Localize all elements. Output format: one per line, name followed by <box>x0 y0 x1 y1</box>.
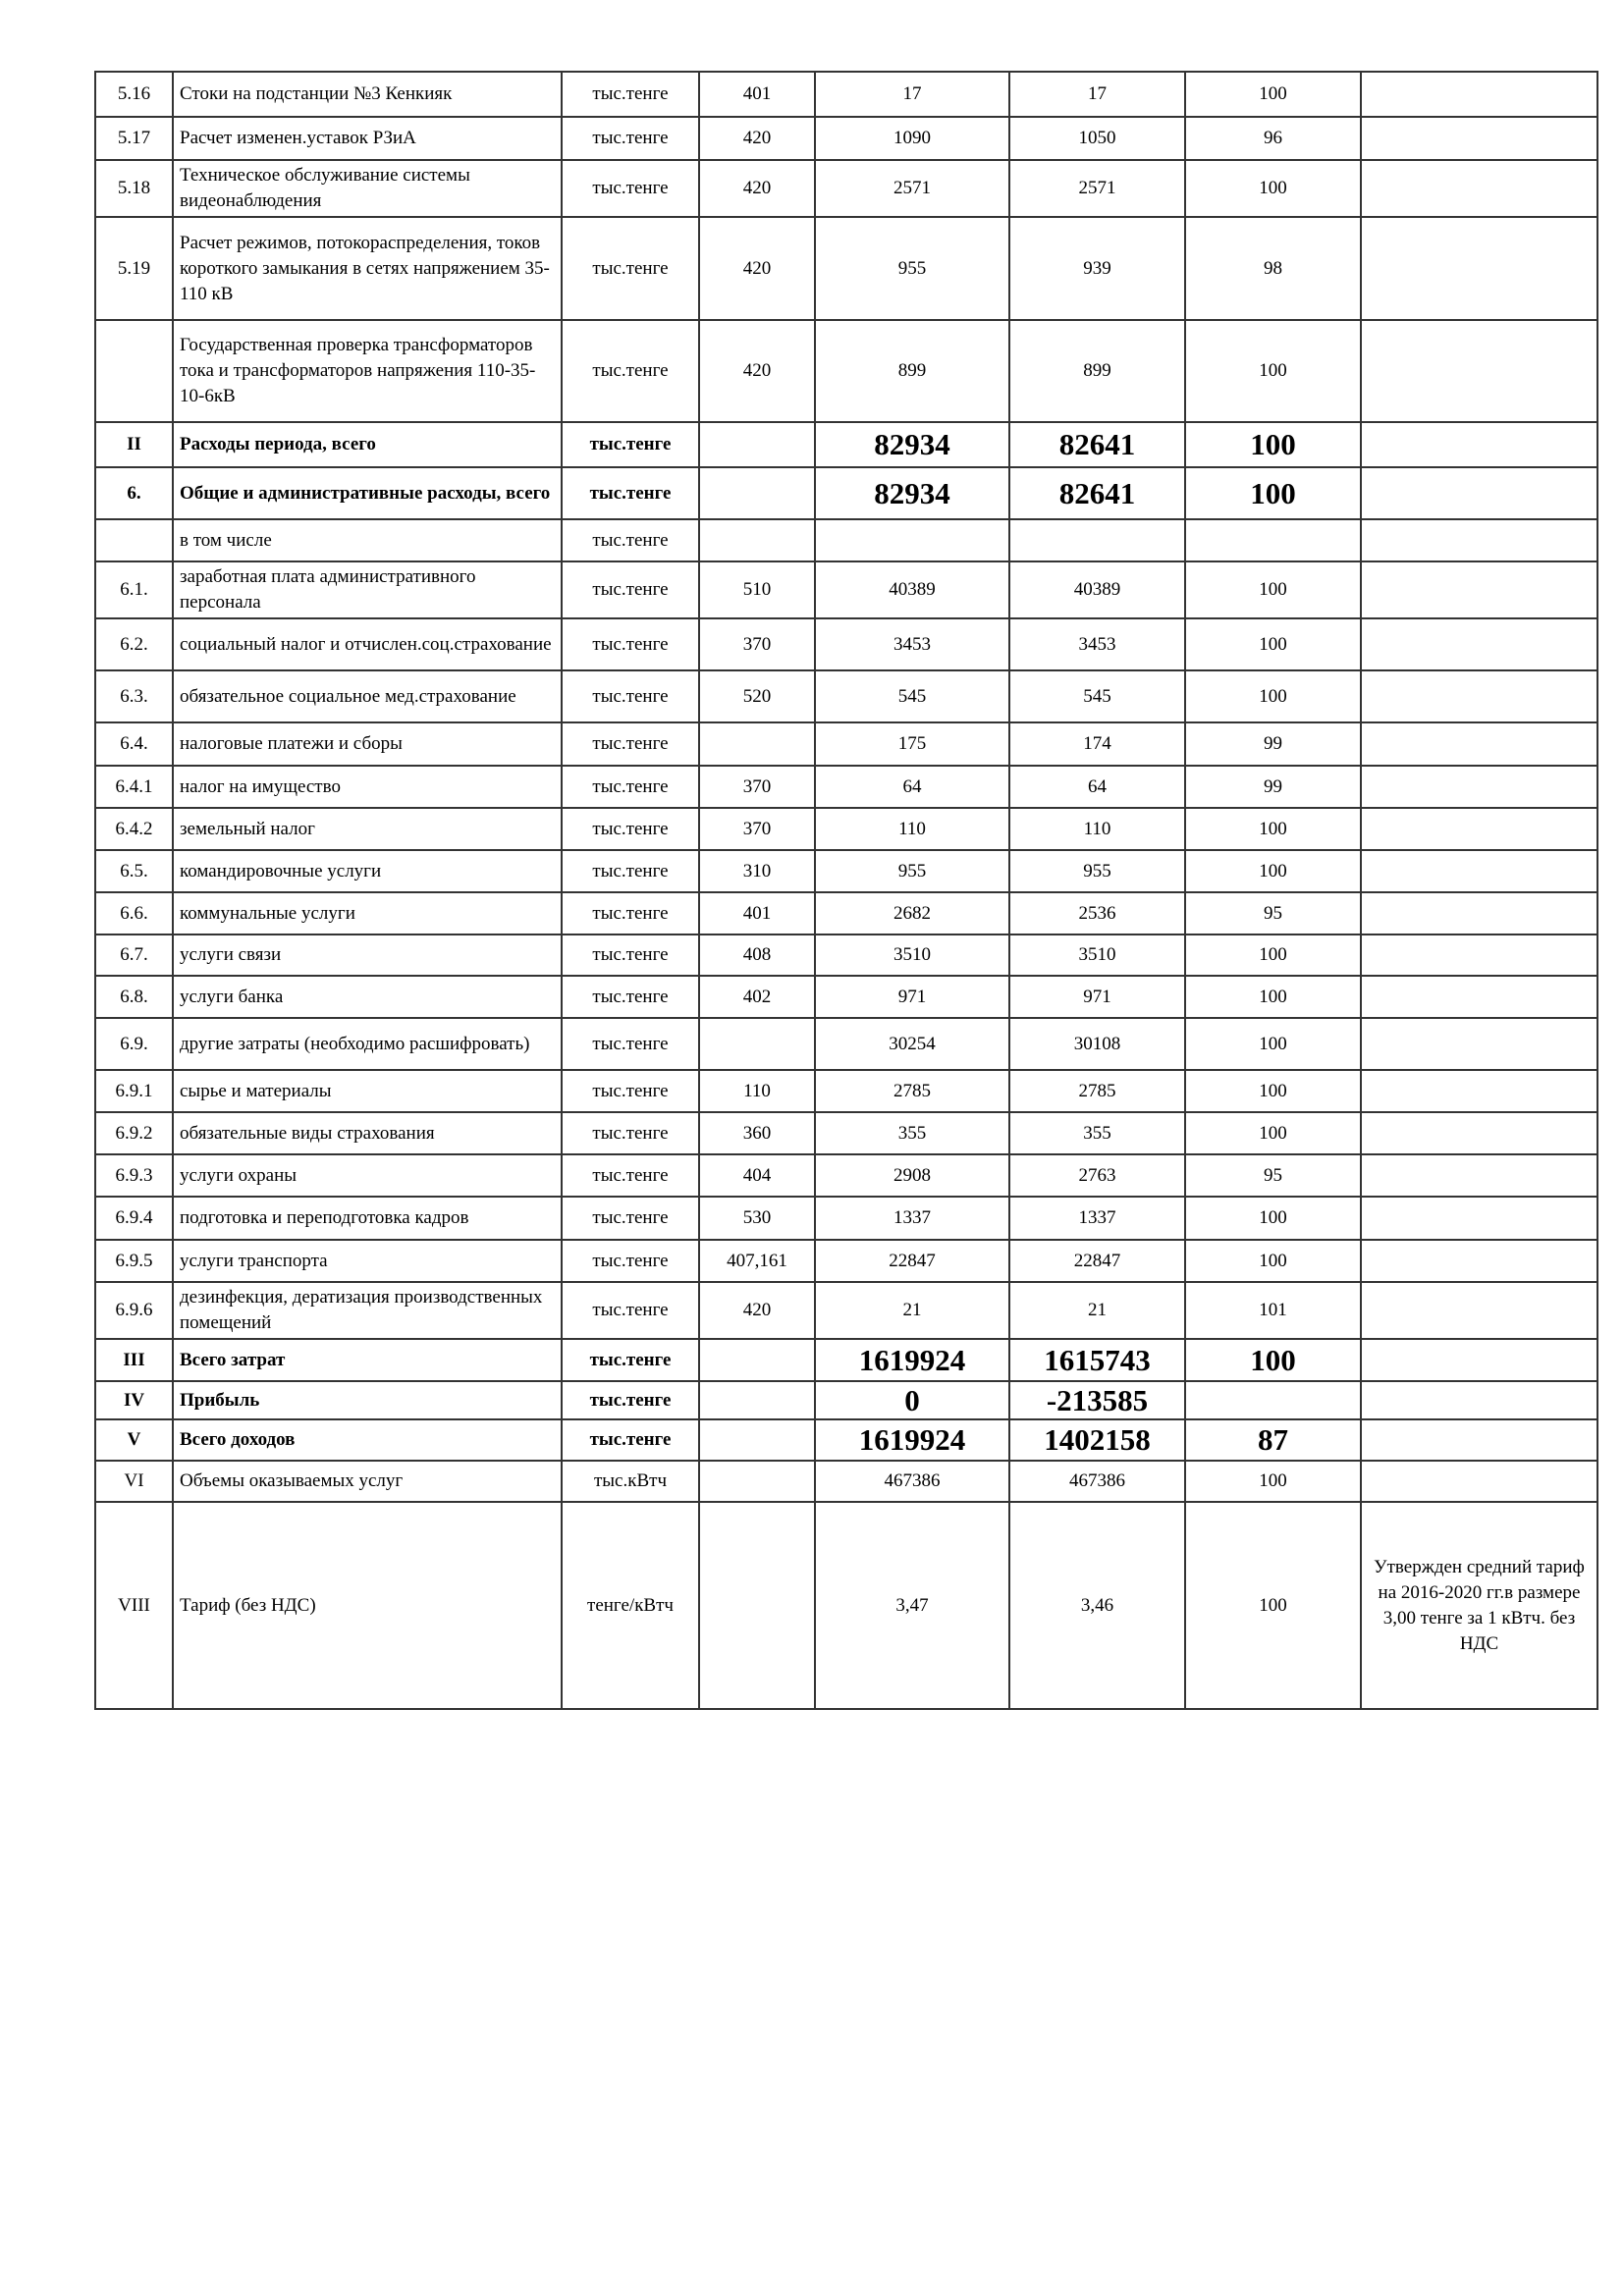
row-name: Расходы периода, всего <box>173 422 562 467</box>
row-percent: 100 <box>1185 1197 1361 1240</box>
table-row <box>95 1018 1597 1070</box>
row-code: 6.9.6 <box>95 1282 173 1339</box>
row-account: 404 <box>699 1154 815 1197</box>
table-row <box>95 422 1597 467</box>
cost-table <box>94 71 1598 1710</box>
row-account <box>699 1461 815 1502</box>
table-row <box>95 1070 1597 1112</box>
row-name: социальный налог и отчислен.соц.страхование <box>173 618 562 670</box>
row-unit: тыс.тенге <box>562 117 699 160</box>
row-fact-value: 64 <box>1009 766 1185 808</box>
row-plan-value: 30254 <box>815 1018 1009 1070</box>
table-row <box>95 561 1597 618</box>
row-account <box>699 1381 815 1419</box>
row-percent: 99 <box>1185 766 1361 808</box>
row-fact-value: 955 <box>1009 850 1185 892</box>
row-unit: тыс.тенге <box>562 217 699 320</box>
row-note <box>1361 1197 1597 1240</box>
row-percent: 101 <box>1185 1282 1361 1339</box>
row-name: Техническое обслуживание системы видеонаблюдения <box>173 160 562 217</box>
table-row <box>95 934 1597 976</box>
row-code: 6.6. <box>95 892 173 934</box>
row-code: 6.5. <box>95 850 173 892</box>
row-name: Расчет режимов, потокораспределения, токов короткого замыкания в сетях напряжением 35-110 кВ <box>173 217 562 320</box>
row-note <box>1361 72 1597 117</box>
row-code: III <box>95 1339 173 1381</box>
row-percent: 95 <box>1185 1154 1361 1197</box>
table-row <box>95 1154 1597 1197</box>
row-unit: тыс.тенге <box>562 1240 699 1282</box>
row-code: 6.1. <box>95 561 173 618</box>
row-fact-value: 21 <box>1009 1282 1185 1339</box>
row-note <box>1361 766 1597 808</box>
row-name: обязательные виды страхования <box>173 1112 562 1154</box>
row-note <box>1361 934 1597 976</box>
row-note <box>1361 722 1597 766</box>
row-name: налог на имущество <box>173 766 562 808</box>
row-plan-value: 110 <box>815 808 1009 850</box>
row-unit: тыс.тенге <box>562 519 699 561</box>
row-percent: 100 <box>1185 1018 1361 1070</box>
row-note <box>1361 1018 1597 1070</box>
row-account: 420 <box>699 1282 815 1339</box>
row-account: 420 <box>699 217 815 320</box>
row-note <box>1361 1339 1597 1381</box>
row-unit: тыс.тенге <box>562 1154 699 1197</box>
row-code: 6.9.2 <box>95 1112 173 1154</box>
row-unit: тыс.тенге <box>562 808 699 850</box>
row-fact-value <box>1009 519 1185 561</box>
row-percent: 100 <box>1185 1240 1361 1282</box>
row-account <box>699 1419 815 1461</box>
row-account: 360 <box>699 1112 815 1154</box>
row-percent: 100 <box>1185 976 1361 1018</box>
table-row <box>95 722 1597 766</box>
row-code: IV <box>95 1381 173 1419</box>
row-fact-value: 355 <box>1009 1112 1185 1154</box>
row-plan-value: 2682 <box>815 892 1009 934</box>
row-plan-value: 0 <box>815 1381 1009 1419</box>
row-note <box>1361 519 1597 561</box>
row-unit: тыс.тенге <box>562 1070 699 1112</box>
row-plan-value: 64 <box>815 766 1009 808</box>
row-fact-value: 17 <box>1009 72 1185 117</box>
row-code: 5.17 <box>95 117 173 160</box>
row-plan-value: 899 <box>815 320 1009 422</box>
row-name: Прибыль <box>173 1381 562 1419</box>
row-unit: тыс.тенге <box>562 1018 699 1070</box>
row-plan-value: 1619924 <box>815 1339 1009 1381</box>
row-fact-value: 1050 <box>1009 117 1185 160</box>
row-note <box>1361 320 1597 422</box>
row-plan-value: 955 <box>815 850 1009 892</box>
row-unit: тыс.тенге <box>562 1381 699 1419</box>
table-row <box>95 1112 1597 1154</box>
row-account <box>699 1018 815 1070</box>
row-unit: тыс.тенге <box>562 934 699 976</box>
row-note <box>1361 422 1597 467</box>
row-unit: тыс.тенге <box>562 722 699 766</box>
row-plan-value: 17 <box>815 72 1009 117</box>
row-unit: тыс.тенге <box>562 618 699 670</box>
row-percent: 100 <box>1185 1070 1361 1112</box>
row-percent: 100 <box>1185 72 1361 117</box>
row-note <box>1361 1240 1597 1282</box>
row-fact-value: 545 <box>1009 670 1185 722</box>
table-row <box>95 892 1597 934</box>
row-plan-value: 82934 <box>815 422 1009 467</box>
row-fact-value: 22847 <box>1009 1240 1185 1282</box>
row-unit: тыс.тенге <box>562 160 699 217</box>
row-unit: тенге/кВтч <box>562 1502 699 1709</box>
row-note <box>1361 1154 1597 1197</box>
row-unit: тыс.тенге <box>562 1282 699 1339</box>
row-unit: тыс.тенге <box>562 1419 699 1461</box>
row-fact-value: 939 <box>1009 217 1185 320</box>
row-fact-value: 1402158 <box>1009 1419 1185 1461</box>
row-fact-value: 971 <box>1009 976 1185 1018</box>
row-code: 6.9.3 <box>95 1154 173 1197</box>
row-percent: 98 <box>1185 217 1361 320</box>
row-unit: тыс.тенге <box>562 850 699 892</box>
row-name: Объемы оказываемых услуг <box>173 1461 562 1502</box>
table-row <box>95 1419 1597 1461</box>
row-code: 6.9.5 <box>95 1240 173 1282</box>
table-body <box>95 72 1597 1709</box>
row-plan-value: 40389 <box>815 561 1009 618</box>
table-row <box>95 1197 1597 1240</box>
row-unit: тыс.тенге <box>562 467 699 519</box>
row-percent: 100 <box>1185 670 1361 722</box>
row-account: 110 <box>699 1070 815 1112</box>
row-fact-value: 1615743 <box>1009 1339 1185 1381</box>
row-plan-value: 1090 <box>815 117 1009 160</box>
row-fact-value: 110 <box>1009 808 1185 850</box>
table-row <box>95 850 1597 892</box>
row-name: обязательное социальное мед.страхование <box>173 670 562 722</box>
row-unit: тыс.тенге <box>562 670 699 722</box>
row-fact-value: -213585 <box>1009 1381 1185 1419</box>
row-percent: 100 <box>1185 1461 1361 1502</box>
row-name: заработная плата административного персонала <box>173 561 562 618</box>
row-plan-value: 1619924 <box>815 1419 1009 1461</box>
row-note <box>1361 1070 1597 1112</box>
row-name: дезинфекция, дератизация производственных помещений <box>173 1282 562 1339</box>
row-account <box>699 722 815 766</box>
row-unit: тыс.кВтч <box>562 1461 699 1502</box>
row-plan-value: 971 <box>815 976 1009 1018</box>
row-percent: 100 <box>1185 160 1361 217</box>
row-note <box>1361 850 1597 892</box>
row-name: услуги охраны <box>173 1154 562 1197</box>
row-note <box>1361 1461 1597 1502</box>
row-account: 520 <box>699 670 815 722</box>
row-name: Общие и административные расходы, всего <box>173 467 562 519</box>
row-fact-value: 1337 <box>1009 1197 1185 1240</box>
table-row <box>95 72 1597 117</box>
table-row <box>95 670 1597 722</box>
row-percent: 95 <box>1185 892 1361 934</box>
row-note: Утвержден средний тариф на 2016-2020 гг.в размере 3,00 тенге за 1 кВтч. без НДС <box>1361 1502 1597 1709</box>
row-code: 6. <box>95 467 173 519</box>
row-code: 5.18 <box>95 160 173 217</box>
row-account: 401 <box>699 892 815 934</box>
row-percent: 100 <box>1185 618 1361 670</box>
table-row <box>95 519 1597 561</box>
row-code: VI <box>95 1461 173 1502</box>
row-code: VIII <box>95 1502 173 1709</box>
row-account <box>699 1339 815 1381</box>
row-unit: тыс.тенге <box>562 766 699 808</box>
row-account: 370 <box>699 766 815 808</box>
row-name: сырье и материалы <box>173 1070 562 1112</box>
row-note <box>1361 618 1597 670</box>
row-unit: тыс.тенге <box>562 976 699 1018</box>
table-row <box>95 1339 1597 1381</box>
row-fact-value: 2571 <box>1009 160 1185 217</box>
row-plan-value: 2785 <box>815 1070 1009 1112</box>
row-percent: 100 <box>1185 467 1361 519</box>
row-plan-value: 3,47 <box>815 1502 1009 1709</box>
row-fact-value: 467386 <box>1009 1461 1185 1502</box>
row-percent: 87 <box>1185 1419 1361 1461</box>
table-row <box>95 1240 1597 1282</box>
row-code <box>95 519 173 561</box>
table-row <box>95 618 1597 670</box>
row-account: 420 <box>699 117 815 160</box>
row-percent: 100 <box>1185 1502 1361 1709</box>
row-account <box>699 1502 815 1709</box>
row-account: 370 <box>699 618 815 670</box>
row-percent <box>1185 1381 1361 1419</box>
row-name: другие затраты (необходимо расшифровать) <box>173 1018 562 1070</box>
row-fact-value: 82641 <box>1009 467 1185 519</box>
row-fact-value: 899 <box>1009 320 1185 422</box>
row-name: командировочные услуги <box>173 850 562 892</box>
row-note <box>1361 1282 1597 1339</box>
row-code: 6.3. <box>95 670 173 722</box>
row-fact-value: 82641 <box>1009 422 1185 467</box>
row-note <box>1361 808 1597 850</box>
row-name: Тариф (без НДС) <box>173 1502 562 1709</box>
row-unit: тыс.тенге <box>562 1197 699 1240</box>
row-fact-value: 2536 <box>1009 892 1185 934</box>
row-percent: 100 <box>1185 850 1361 892</box>
row-account: 420 <box>699 160 815 217</box>
table-row <box>95 1502 1597 1709</box>
row-unit: тыс.тенге <box>562 561 699 618</box>
row-percent <box>1185 519 1361 561</box>
row-percent: 96 <box>1185 117 1361 160</box>
table-row <box>95 217 1597 320</box>
table-row <box>95 1282 1597 1339</box>
row-account: 310 <box>699 850 815 892</box>
row-plan-value: 2908 <box>815 1154 1009 1197</box>
row-unit: тыс.тенге <box>562 1339 699 1381</box>
row-name: Стоки на подстанции №3 Кенкияк <box>173 72 562 117</box>
row-account: 402 <box>699 976 815 1018</box>
row-percent: 100 <box>1185 422 1361 467</box>
row-note <box>1361 892 1597 934</box>
row-plan-value: 3453 <box>815 618 1009 670</box>
row-plan-value: 955 <box>815 217 1009 320</box>
row-plan-value: 2571 <box>815 160 1009 217</box>
row-name: Всего доходов <box>173 1419 562 1461</box>
row-code <box>95 320 173 422</box>
row-account: 530 <box>699 1197 815 1240</box>
row-plan-value: 467386 <box>815 1461 1009 1502</box>
table-row <box>95 160 1597 217</box>
row-code: 6.4.2 <box>95 808 173 850</box>
row-name: Всего затрат <box>173 1339 562 1381</box>
row-code: 6.9. <box>95 1018 173 1070</box>
row-note <box>1361 976 1597 1018</box>
row-note <box>1361 1381 1597 1419</box>
row-name: коммунальные услуги <box>173 892 562 934</box>
row-code: 5.16 <box>95 72 173 117</box>
row-name: Государственная проверка трансформаторов тока и трансформаторов напряжения 110-35-10-6кВ <box>173 320 562 422</box>
row-account: 370 <box>699 808 815 850</box>
row-fact-value: 30108 <box>1009 1018 1185 1070</box>
row-plan-value <box>815 519 1009 561</box>
row-percent: 100 <box>1185 561 1361 618</box>
row-percent: 99 <box>1185 722 1361 766</box>
row-name: земельный налог <box>173 808 562 850</box>
row-percent: 100 <box>1185 934 1361 976</box>
row-code: 6.4.1 <box>95 766 173 808</box>
row-name: Расчет изменен.уставок РЗиА <box>173 117 562 160</box>
row-percent: 100 <box>1185 1112 1361 1154</box>
row-fact-value: 40389 <box>1009 561 1185 618</box>
row-account: 420 <box>699 320 815 422</box>
row-account: 407,161 <box>699 1240 815 1282</box>
row-percent: 100 <box>1185 1339 1361 1381</box>
table-row <box>95 467 1597 519</box>
row-name: в том числе <box>173 519 562 561</box>
table-row <box>95 1461 1597 1502</box>
row-account <box>699 422 815 467</box>
row-plan-value: 22847 <box>815 1240 1009 1282</box>
row-code: 6.9.4 <box>95 1197 173 1240</box>
row-code: 6.8. <box>95 976 173 1018</box>
row-unit: тыс.тенге <box>562 422 699 467</box>
row-account: 401 <box>699 72 815 117</box>
row-fact-value: 3453 <box>1009 618 1185 670</box>
row-unit: тыс.тенге <box>562 892 699 934</box>
row-percent: 100 <box>1185 320 1361 422</box>
row-code: II <box>95 422 173 467</box>
row-code: 6.4. <box>95 722 173 766</box>
row-percent: 100 <box>1185 808 1361 850</box>
row-note <box>1361 1419 1597 1461</box>
row-name: услуги транспорта <box>173 1240 562 1282</box>
table-row <box>95 766 1597 808</box>
row-fact-value: 3,46 <box>1009 1502 1185 1709</box>
row-account: 408 <box>699 934 815 976</box>
row-name: налоговые платежи и сборы <box>173 722 562 766</box>
row-unit: тыс.тенге <box>562 72 699 117</box>
table-row <box>95 976 1597 1018</box>
row-plan-value: 82934 <box>815 467 1009 519</box>
row-note <box>1361 670 1597 722</box>
row-plan-value: 21 <box>815 1282 1009 1339</box>
row-note <box>1361 1112 1597 1154</box>
row-account <box>699 467 815 519</box>
row-unit: тыс.тенге <box>562 1112 699 1154</box>
row-code: 6.2. <box>95 618 173 670</box>
row-plan-value: 3510 <box>815 934 1009 976</box>
row-fact-value: 2763 <box>1009 1154 1185 1197</box>
row-note <box>1361 217 1597 320</box>
row-code: 6.7. <box>95 934 173 976</box>
row-plan-value: 355 <box>815 1112 1009 1154</box>
row-code: V <box>95 1419 173 1461</box>
row-plan-value: 175 <box>815 722 1009 766</box>
row-code: 6.9.1 <box>95 1070 173 1112</box>
row-note <box>1361 467 1597 519</box>
row-fact-value: 3510 <box>1009 934 1185 976</box>
table-row <box>95 320 1597 422</box>
row-name: подготовка и переподготовка кадров <box>173 1197 562 1240</box>
row-note <box>1361 160 1597 217</box>
row-note <box>1361 561 1597 618</box>
row-plan-value: 1337 <box>815 1197 1009 1240</box>
row-code: 5.19 <box>95 217 173 320</box>
row-note <box>1361 117 1597 160</box>
table-row <box>95 117 1597 160</box>
table-row <box>95 1381 1597 1419</box>
row-name: услуги банка <box>173 976 562 1018</box>
row-plan-value: 545 <box>815 670 1009 722</box>
table-row <box>95 808 1597 850</box>
row-account: 510 <box>699 561 815 618</box>
row-unit: тыс.тенге <box>562 320 699 422</box>
row-fact-value: 2785 <box>1009 1070 1185 1112</box>
row-fact-value: 174 <box>1009 722 1185 766</box>
row-account <box>699 519 815 561</box>
row-name: услуги связи <box>173 934 562 976</box>
